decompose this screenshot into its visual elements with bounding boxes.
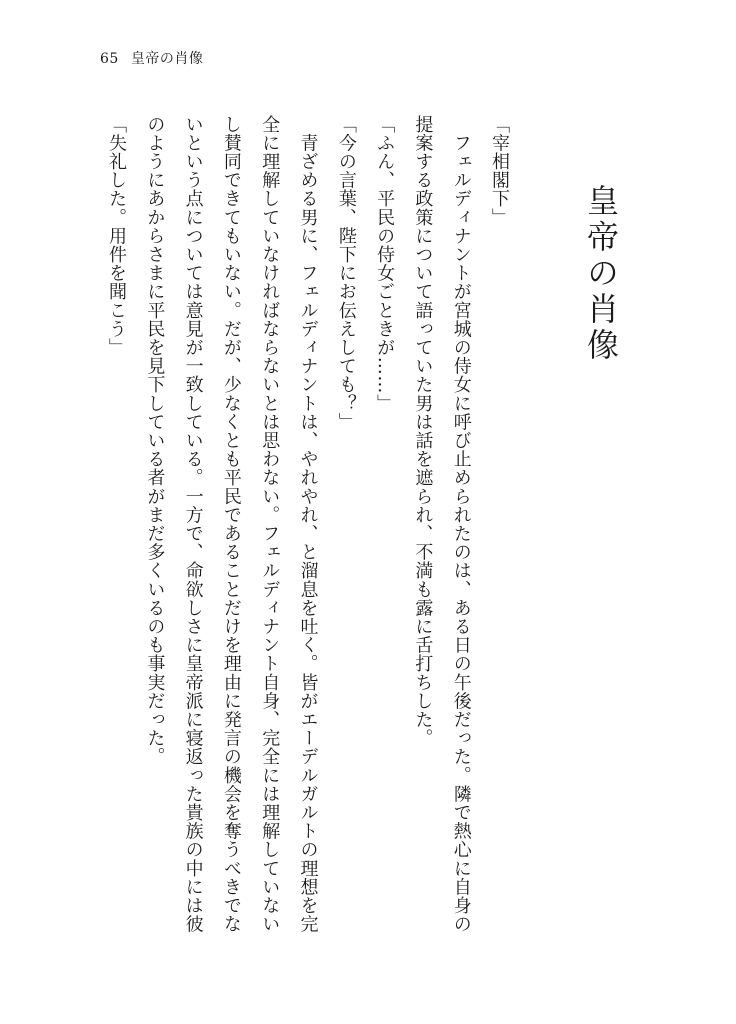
text-line: 「今の言葉、陛下にお伝えしても？」 xyxy=(335,115,357,432)
running-head-chapter: 皇帝の肖像 xyxy=(130,51,204,67)
text-line: 「失礼した。用件を聞こう」 xyxy=(106,115,128,357)
text-line: し賛同できてもいない。だが、少なくとも平民であることだけを理由に発言の機会を奪うべきでな xyxy=(220,115,242,934)
body-text xyxy=(98,115,518,955)
text-line: フェルディナントが宮城の侍女に呼び止められたのは、ある日の午後だった。隣で熱心に自身の xyxy=(450,115,472,934)
chapter-title: 皇帝の肖像 xyxy=(582,184,620,364)
text-line: 全に理解していなければならないとは思わない。フェルディナント自身、完全には理解していない xyxy=(259,115,281,934)
text-line: のようにあからさまに平民を見下している者がまだ多くいるのも事実だった。 xyxy=(144,115,166,766)
page-number: 65 xyxy=(100,51,119,67)
text-line: 「宰相閣下」 xyxy=(489,115,510,227)
text-line: 「ふん、平民の侍女ごときが……」 xyxy=(374,115,396,413)
text-line: 青ざめる男に、フェルディナントは、やれやれ、と溜息を吐く。皆がエーデルガルトの理想を完 xyxy=(297,115,319,934)
text-line: 提案する政策について語っていた男は話を遮られ、不満も露に舌打ちした。 xyxy=(412,115,434,748)
text-line: いという点については意見が一致している。一方で、命欲しさに皇帝派に寝返った貴族の中には彼 xyxy=(182,115,204,934)
running-head xyxy=(100,50,203,68)
